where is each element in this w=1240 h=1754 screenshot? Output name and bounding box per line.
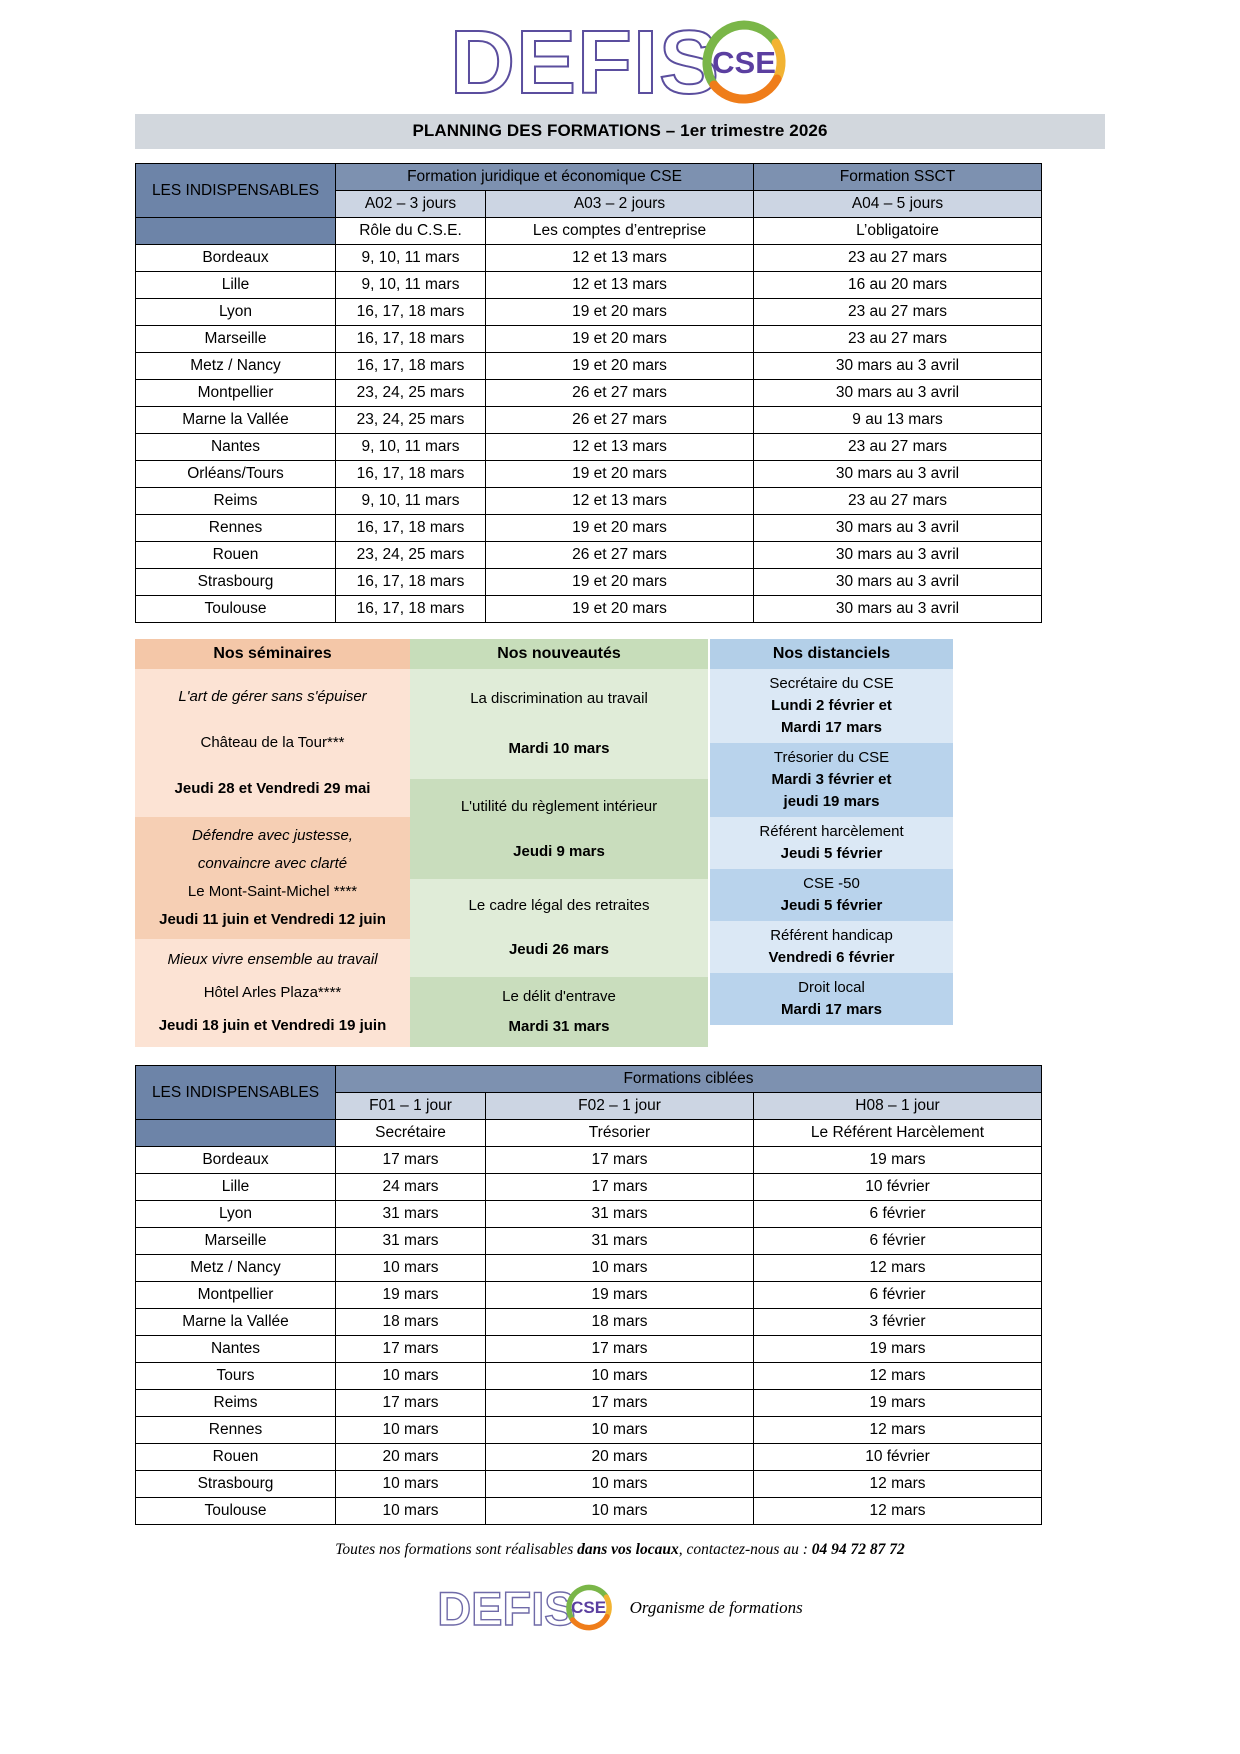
cell-city: Lyon (136, 1201, 336, 1228)
cell-city: Rennes (136, 1417, 336, 1444)
table-row (136, 1444, 1042, 1471)
cell-a04: 30 mars au 3 avril (754, 569, 1042, 596)
seminaire-title: Mieux vivre ensemble au travail (167, 951, 378, 969)
name-a02: Rôle du C.S.E. (336, 218, 486, 245)
cell-f02: 10 mars (486, 1498, 754, 1525)
seminaire-venue: Le Mont-Saint-Michel **** (187, 883, 358, 901)
cell-city: Reims (136, 1390, 336, 1417)
cell-a03: 12 et 13 mars (486, 245, 754, 272)
seminaire-item[interactable] (135, 939, 410, 1047)
seminaire-item[interactable] (135, 669, 410, 817)
table-row (136, 407, 1042, 434)
group-header-ssct: Formation SSCT (754, 164, 1042, 191)
distanciel-date-1: Lundi 2 février et (771, 697, 892, 715)
nouveaute-date: Jeudi 9 mars (513, 842, 605, 860)
cell-a04: 16 au 20 mars (754, 272, 1042, 299)
cell-city: Marseille (136, 1228, 336, 1255)
cell-city: Bordeaux (136, 245, 336, 272)
table-row (136, 1417, 1042, 1444)
table-row (136, 434, 1042, 461)
cell-city: Tours (136, 1363, 336, 1390)
nouveaute-item[interactable] (410, 779, 708, 879)
cell-h08: 6 février (754, 1228, 1042, 1255)
cell-h08: 12 mars (754, 1363, 1042, 1390)
distanciel-item[interactable] (710, 921, 953, 973)
table-row (136, 326, 1042, 353)
code-h08: H08 – 1 jour (754, 1093, 1042, 1120)
cell-h08: 6 février (754, 1201, 1042, 1228)
cell-a02: 16, 17, 18 mars (336, 515, 486, 542)
distanciel-title: Référent handicap (770, 927, 893, 945)
cell-city: Lille (136, 1174, 336, 1201)
distanciel-date-1: Vendredi 6 février (768, 949, 895, 966)
code-a03: A03 – 2 jours (486, 191, 754, 218)
cell-city: Nantes (136, 1336, 336, 1363)
table-header-group-row (136, 164, 1042, 191)
nouveaute-item[interactable] (410, 879, 708, 977)
logo-wrap (449, 13, 790, 113)
cell-a03: 26 et 27 mars (486, 407, 754, 434)
cell-h08: 6 février (754, 1282, 1042, 1309)
cell-city: Montpellier (136, 380, 336, 407)
cell-a02: 9, 10, 11 mars (336, 245, 486, 272)
cell-city: Marne la Vallée (136, 1309, 336, 1336)
panel-distanciels-heading: Nos distanciels (710, 639, 953, 669)
cell-a03: 12 et 13 mars (486, 434, 754, 461)
cell-a04: 30 mars au 3 avril (754, 542, 1042, 569)
group-header-ciblees: Formations ciblées (336, 1066, 1042, 1093)
cell-f01: 31 mars (336, 1201, 486, 1228)
cell-f02: 17 mars (486, 1147, 754, 1174)
corner-blank (136, 218, 336, 245)
cell-f01: 24 mars (336, 1174, 486, 1201)
name-a04: L’obligatoire (754, 218, 1042, 245)
cell-f02: 31 mars (486, 1228, 754, 1255)
cell-f01: 17 mars (336, 1147, 486, 1174)
cell-h08: 12 mars (754, 1417, 1042, 1444)
distanciel-date-1: Jeudi 5 février (780, 897, 883, 914)
cell-a03: 12 et 13 mars (486, 272, 754, 299)
cell-a02: 9, 10, 11 mars (336, 272, 486, 299)
cell-a04: 30 mars au 3 avril (754, 596, 1042, 623)
ciblees-table-body (136, 1147, 1042, 1525)
cell-a02: 16, 17, 18 mars (336, 326, 486, 353)
cell-a04: 30 mars au 3 avril (754, 461, 1042, 488)
cell-a03: 26 et 27 mars (486, 542, 754, 569)
distanciel-title: Secrétaire du CSE (769, 675, 894, 693)
cell-a04: 23 au 27 mars (754, 299, 1042, 326)
table-row (136, 1174, 1042, 1201)
table-row (136, 1390, 1042, 1417)
promo-panels (135, 639, 1041, 1047)
cell-a03: 19 et 20 mars (486, 326, 754, 353)
table-row (136, 299, 1042, 326)
distanciel-item[interactable] (710, 669, 953, 743)
footer-tagline: Organisme de formations (629, 1598, 803, 1617)
distanciel-item[interactable] (710, 817, 953, 869)
name-f02: Trésorier (486, 1120, 754, 1147)
panel-seminaires-heading: Nos séminaires (135, 639, 410, 669)
name-a03: Les comptes d’entreprise (486, 218, 754, 245)
cell-h08: 19 mars (754, 1390, 1042, 1417)
cell-city: Bordeaux (136, 1147, 336, 1174)
cell-a04: 23 au 27 mars (754, 488, 1042, 515)
cell-f01: 10 mars (336, 1471, 486, 1498)
ciblees-header-name-row (136, 1120, 1042, 1147)
cell-city: Metz / Nancy (136, 1255, 336, 1282)
cell-city: Toulouse (136, 596, 336, 623)
distanciel-date-1: Jeudi 5 février (780, 845, 883, 862)
footer-contact-note (0, 1541, 1240, 1559)
nouveaute-date: Jeudi 26 mars (508, 941, 610, 959)
cell-a02: 9, 10, 11 mars (336, 488, 486, 515)
cell-a02: 16, 17, 18 mars (336, 569, 486, 596)
cell-city: Lyon (136, 299, 336, 326)
nouveaute-title: Le cadre légal des retraites (468, 897, 650, 915)
table-row (136, 272, 1042, 299)
distanciel-item[interactable] (710, 973, 953, 1025)
cell-a02: 9, 10, 11 mars (336, 434, 486, 461)
cell-f01: 10 mars (336, 1498, 486, 1525)
nouveaute-title: Le délit d'entrave (502, 988, 616, 1006)
table-row (136, 569, 1042, 596)
cell-city: Toulouse (136, 1498, 336, 1525)
ciblees-schedule-table (135, 1065, 1042, 1525)
cell-a03: 19 et 20 mars (486, 515, 754, 542)
cell-f01: 10 mars (336, 1363, 486, 1390)
corner-label-indispensables-2: LES INDISPENSABLES (136, 1066, 336, 1120)
cell-a04: 9 au 13 mars (754, 407, 1042, 434)
cell-f01: 10 mars (336, 1417, 486, 1444)
nouveaute-date: Mardi 10 mars (508, 740, 610, 758)
cell-a02: 23, 24, 25 mars (336, 407, 486, 434)
cell-a03: 19 et 20 mars (486, 461, 754, 488)
table-row (136, 1147, 1042, 1174)
distanciel-date-2: Mardi 17 mars (781, 718, 882, 736)
cell-a03: 19 et 20 mars (486, 569, 754, 596)
cell-a04: 23 au 27 mars (754, 434, 1042, 461)
page-title: PLANNING DES FORMATIONS – 1er trimestre 2026 (135, 114, 1105, 149)
main-schedule-table (135, 163, 1042, 623)
table-row (136, 1255, 1042, 1282)
cell-f01: 10 mars (336, 1255, 486, 1282)
seminaire-title: convaincre avec clarté (197, 855, 348, 873)
footer-cse-badge (564, 1583, 614, 1633)
cell-f02: 19 mars (486, 1282, 754, 1309)
panel-distanciels (708, 639, 953, 1047)
cell-f02: 10 mars (486, 1363, 754, 1390)
cell-city: Montpellier (136, 1282, 336, 1309)
distanciel-item[interactable] (710, 743, 953, 817)
cell-city: Nantes (136, 434, 336, 461)
table-row (136, 380, 1042, 407)
cell-a04: 30 mars au 3 avril (754, 515, 1042, 542)
distanciel-title: Trésorier du CSE (773, 749, 890, 767)
name-f01: Secrétaire (336, 1120, 486, 1147)
cell-city: Rouen (136, 542, 336, 569)
cell-f01: 19 mars (336, 1282, 486, 1309)
cell-h08: 12 mars (754, 1255, 1042, 1282)
footer-note-part2: , contactez-nous au : (678, 1541, 812, 1558)
distanciel-item[interactable] (710, 869, 953, 921)
footer-note-bold: dans vos locaux (577, 1541, 679, 1558)
seminaire-title: L'art de gérer sans s'épuiser (178, 688, 367, 706)
cell-f01: 20 mars (336, 1444, 486, 1471)
panel-nouveautes-body (410, 669, 708, 1047)
footer-cse-label: CSE (571, 1598, 607, 1617)
group-header-juridique: Formation juridique et économique CSE (336, 164, 754, 191)
cell-a02: 23, 24, 25 mars (336, 542, 486, 569)
panel-seminaires (135, 639, 410, 1047)
cell-a04: 23 au 27 mars (754, 326, 1042, 353)
cell-f02: 31 mars (486, 1201, 754, 1228)
cell-a03: 26 et 27 mars (486, 380, 754, 407)
seminaire-date: Jeudi 18 juin et Vendredi 19 juin (158, 1016, 387, 1034)
cell-a02: 16, 17, 18 mars (336, 461, 486, 488)
panel-seminaires-body (135, 669, 410, 1047)
distanciel-date-1: Mardi 17 mars (781, 1001, 882, 1018)
table-row (136, 353, 1042, 380)
cell-f02: 10 mars (486, 1255, 754, 1282)
seminaire-title: Défendre avec justesse, (192, 827, 353, 845)
seminaire-venue: Château de la Tour*** (200, 734, 345, 752)
table-row (136, 1336, 1042, 1363)
table-row (136, 461, 1042, 488)
seminaire-item[interactable] (135, 817, 410, 939)
table-row (136, 515, 1042, 542)
ciblees-header-group-row (136, 1066, 1042, 1093)
distanciel-date-1: Mardi 3 février et (771, 771, 892, 789)
table-row (136, 542, 1042, 569)
table-header-name-row (136, 218, 1042, 245)
cell-city: Reims (136, 488, 336, 515)
cell-city: Orléans/Tours (136, 461, 336, 488)
cell-a03: 19 et 20 mars (486, 299, 754, 326)
cell-city: Marseille (136, 326, 336, 353)
nouveaute-date: Mardi 31 mars (508, 1018, 610, 1036)
cell-a03: 19 et 20 mars (486, 353, 754, 380)
seminaire-venue: Hôtel Arles Plaza**** (203, 984, 342, 1002)
nouveaute-item[interactable] (410, 977, 708, 1047)
name-h08: Le Référent Harcèlement (754, 1120, 1042, 1147)
cell-f02: 10 mars (486, 1417, 754, 1444)
distanciel-date-2: jeudi 19 mars (783, 792, 880, 810)
cell-h08: 12 mars (754, 1471, 1042, 1498)
cell-h08: 19 mars (754, 1147, 1042, 1174)
code-a02: A02 – 3 jours (336, 191, 486, 218)
panel-nouveautes-heading: Nos nouveautés (410, 639, 708, 669)
code-f01: F01 – 1 jour (336, 1093, 486, 1120)
code-a04: A04 – 5 jours (754, 191, 1042, 218)
footer-phone[interactable]: 04 94 72 87 72 (811, 1541, 905, 1558)
corner-blank-2 (136, 1120, 336, 1147)
cell-f01: 18 mars (336, 1309, 486, 1336)
cell-h08: 10 février (754, 1444, 1042, 1471)
distanciel-title: Référent harcèlement (759, 823, 904, 841)
cell-city: Metz / Nancy (136, 353, 336, 380)
table-row (136, 1363, 1042, 1390)
table-row (136, 1498, 1042, 1525)
footer-note-part1: Toutes nos formations sont réalisables (335, 1541, 578, 1558)
distanciel-title: Droit local (798, 979, 865, 997)
distanciel-title: CSE -50 (803, 875, 860, 893)
cell-f01: 31 mars (336, 1228, 486, 1255)
cell-f02: 10 mars (486, 1471, 754, 1498)
table-row (136, 1309, 1042, 1336)
cell-city: Marne la Vallée (136, 407, 336, 434)
cell-f02: 17 mars (486, 1390, 754, 1417)
cell-h08: 3 février (754, 1309, 1042, 1336)
cell-f02: 17 mars (486, 1174, 754, 1201)
cell-h08: 12 mars (754, 1498, 1042, 1525)
cell-a02: 16, 17, 18 mars (336, 353, 486, 380)
cse-badge-label: CSE (712, 45, 776, 80)
cse-badge (698, 17, 790, 109)
table-row (136, 1282, 1042, 1309)
code-f02: F02 – 1 jour (486, 1093, 754, 1120)
table-row (136, 245, 1042, 272)
panel-nouveautes (410, 639, 708, 1047)
cell-a02: 16, 17, 18 mars (336, 596, 486, 623)
cell-f02: 17 mars (486, 1336, 754, 1363)
cell-a04: 30 mars au 3 avril (754, 353, 1042, 380)
header-logo (0, 0, 1240, 113)
cell-f02: 18 mars (486, 1309, 754, 1336)
cell-city: Strasbourg (136, 569, 336, 596)
cell-h08: 10 février (754, 1174, 1042, 1201)
table-row (136, 1228, 1042, 1255)
cell-f02: 20 mars (486, 1444, 754, 1471)
cell-a03: 19 et 20 mars (486, 596, 754, 623)
main-table-body (136, 245, 1042, 623)
footer-defis-wordmark: DEFIS (437, 1581, 576, 1635)
cell-city: Rennes (136, 515, 336, 542)
nouveaute-title: La discrimination au travail (470, 690, 648, 708)
cell-city: Rouen (136, 1444, 336, 1471)
cell-a03: 12 et 13 mars (486, 488, 754, 515)
defis-wordmark: DEFIS (449, 13, 721, 113)
corner-label-indispensables: LES INDISPENSABLES (136, 164, 336, 218)
cell-f01: 17 mars (336, 1336, 486, 1363)
table-row (136, 1201, 1042, 1228)
table-row (136, 1471, 1042, 1498)
table-row (136, 596, 1042, 623)
cell-h08: 19 mars (754, 1336, 1042, 1363)
cell-f01: 17 mars (336, 1390, 486, 1417)
cell-city: Strasbourg (136, 1471, 336, 1498)
seminaire-date: Jeudi 11 juin et Vendredi 12 juin (159, 911, 386, 929)
cell-a02: 23, 24, 25 mars (336, 380, 486, 407)
panel-distanciels-body (710, 669, 953, 1025)
cell-city: Lille (136, 272, 336, 299)
footer-logo (0, 1583, 1240, 1633)
seminaire-date: Jeudi 28 et Vendredi 29 mai (174, 780, 371, 798)
cell-a04: 30 mars au 3 avril (754, 380, 1042, 407)
nouveaute-item[interactable] (410, 669, 708, 779)
cell-a04: 23 au 27 mars (754, 245, 1042, 272)
table-row (136, 488, 1042, 515)
nouveaute-title: L'utilité du règlement intérieur (460, 797, 658, 815)
cell-a02: 16, 17, 18 mars (336, 299, 486, 326)
